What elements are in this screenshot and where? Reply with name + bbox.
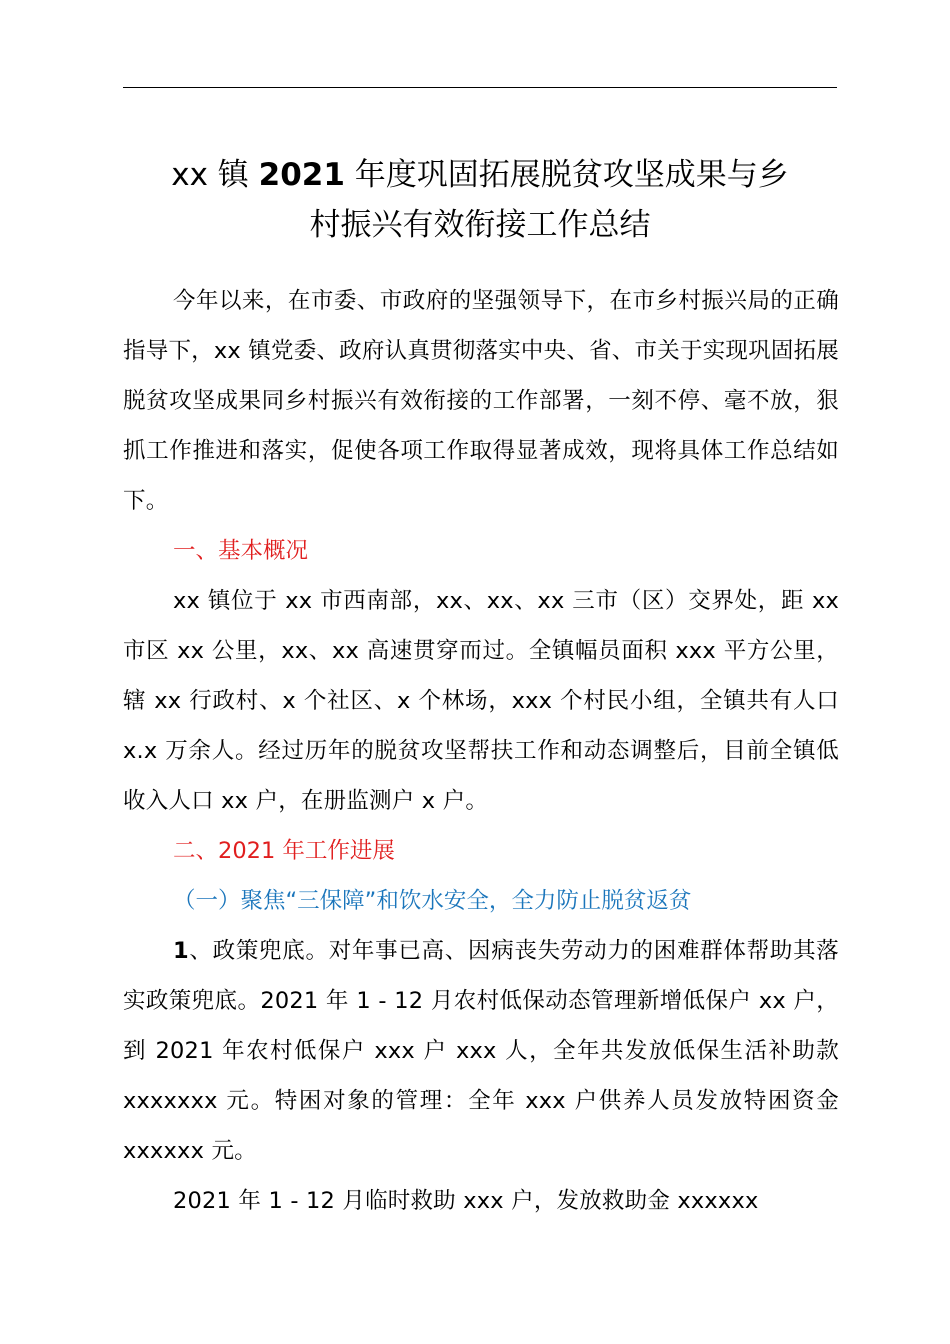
title-line1-rest: 年度巩固拓展脱贫攻坚成果与乡	[344, 157, 789, 193]
section-heading-work-progress: 二、2021 年工作进展	[173, 838, 395, 864]
basic-overview-paragraph: xx 镇位于 xx 市西南部，xx、xx、xx 三市（区）交界处，距 xx 市区 xx 公里，xx、xx 高速贯穿而过。全镇幅员面积 xxx 平方公里，辖 xx 行政村、x 个社区、x 个林场，xxx 个村民小组，全镇共有人口 x.x 万余人。经过历年的脱贫攻坚帮扶工作和动态调整后，目前全镇低收入人口 xx 户，在册监测户 x 户。	[123, 588, 839, 814]
section-heading-basic-overview: 一、基本概况	[173, 538, 309, 564]
subsection-heading-three-guarantees: （一）聚焦“三保障”和饮水安全，全力防止脱贫返贫	[173, 888, 692, 914]
title-year: 2021	[258, 157, 345, 193]
title-prefix: xx 镇	[171, 157, 259, 193]
title-line2: 村振兴有效衔接工作总结	[309, 207, 651, 243]
item-body: 、政策兜底。对年事已高、因病丧失劳动力的困难群体帮助其落实政策兜底。2021 年 1 - 12 月农村低保动态管理新增低保户 xx 户，到 2021 年农村低保户 xxx 户 xxx 人，全年共发放低保生活补助款 xxxxxxx 元。特困对象的管理：全年 xxx 户供养人员发放特困资金 xxxxxx 元。	[123, 938, 839, 1164]
intro-paragraph: 今年以来，在市委、市政府的坚强领导下，在市乡村振兴局的正确指导下，xx 镇党委、政府认真贯彻落实中央、省、市关于实现巩固拓展脱贫攻坚成果同乡村振兴有效衔接的工作部署，一刻不停、毫不放，狠抓工作推进和落实，促使各项工作取得显著成效，现将具体工作总结如下。	[123, 288, 839, 514]
header-rule	[123, 87, 837, 88]
temporary-relief-paragraph: 2021 年 1 - 12 月临时救助 xxx 户，发放救助金 xxxxxx	[173, 1188, 759, 1214]
item-number: 1	[173, 938, 189, 964]
document-body	[123, 276, 839, 1226]
document-title	[100, 150, 860, 250]
policy-safety-net-paragraph	[123, 926, 839, 1176]
